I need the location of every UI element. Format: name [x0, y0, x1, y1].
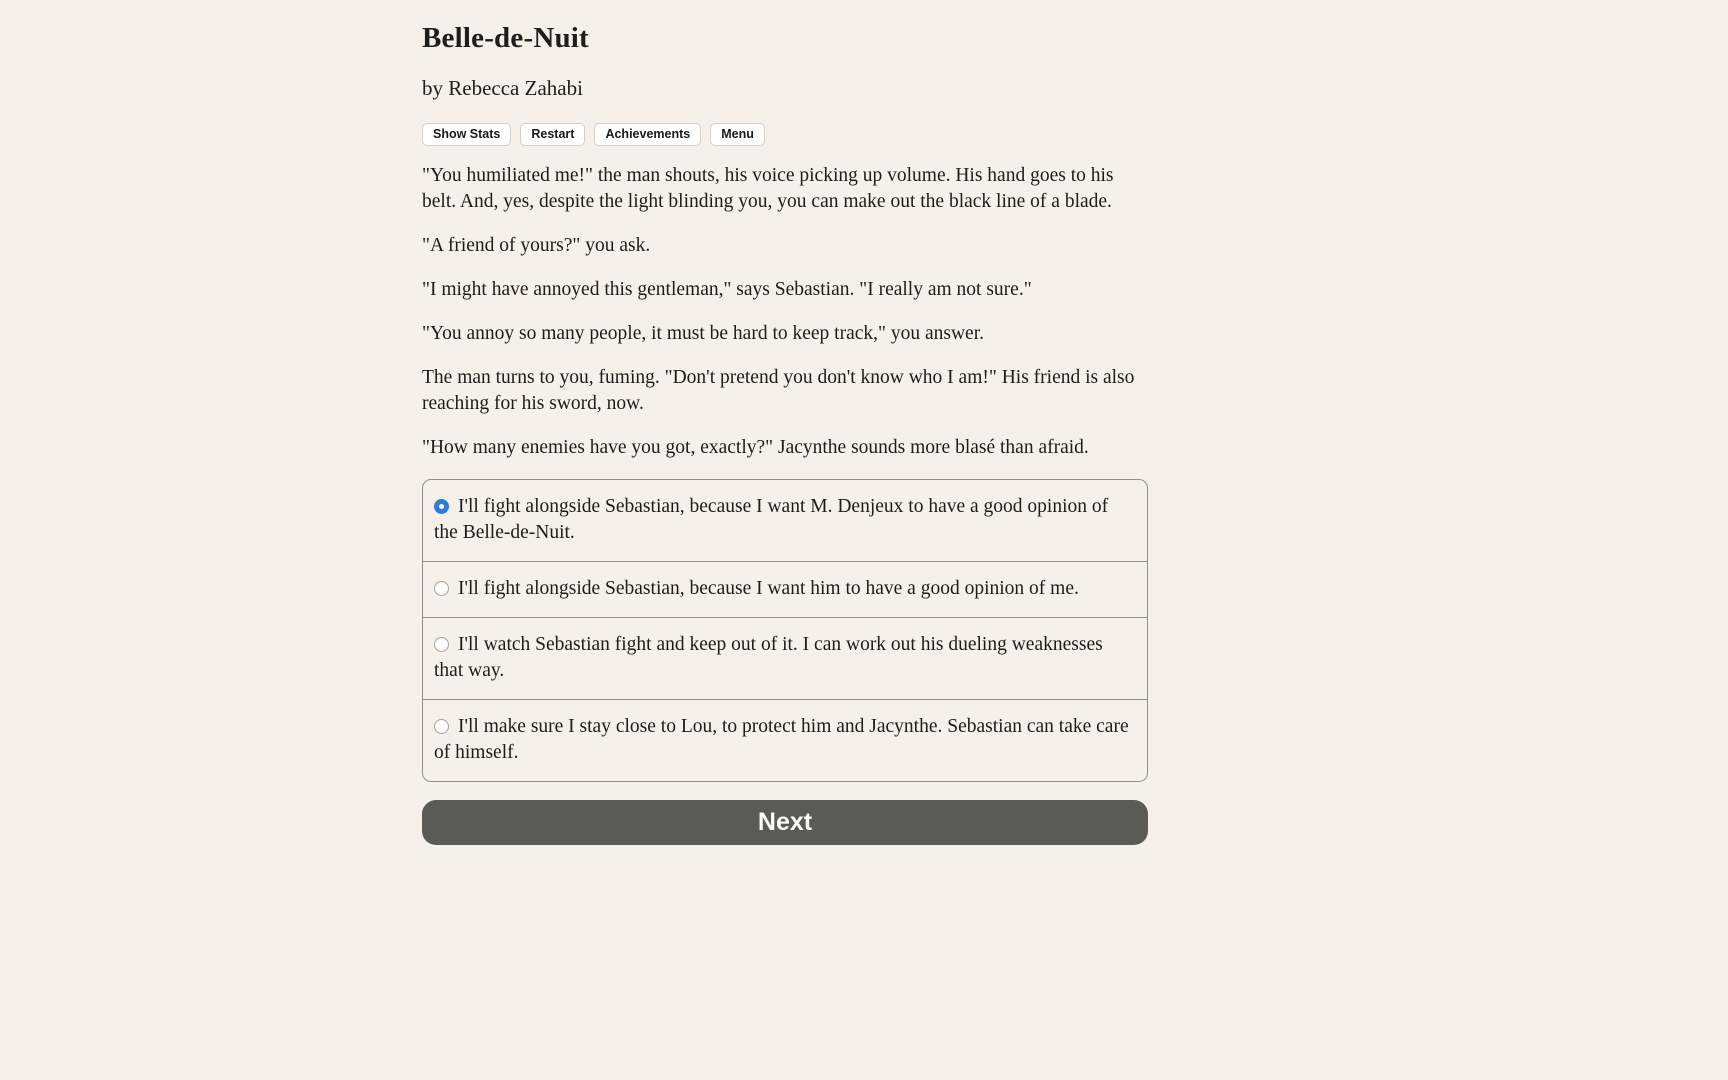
story-text — [422, 163, 1148, 461]
choice-option-4[interactable] — [423, 699, 1147, 781]
author-byline: by Rebecca Zahabi — [422, 76, 583, 100]
choice-option-3[interactable] — [423, 617, 1147, 699]
menu-button[interactable]: Menu — [710, 123, 765, 146]
radio-button-icon[interactable] — [434, 499, 449, 514]
radio-button-icon[interactable] — [434, 719, 449, 734]
story-paragraph: "How many enemies have you got, exactly?" Jacynthe sounds more blasé than afraid. — [422, 437, 1089, 458]
radio-button-icon[interactable] — [434, 637, 449, 652]
story-paragraph: "You humiliated me!" the man shouts, his voice picking up volume. His hand goes to his belt. And, yes, despite the light blinding you, you can make out the black line of a blade. — [422, 165, 1114, 212]
story-paragraph: The man turns to you, fuming. "Don't pretend you don't know who I am!" His friend is also reaching for his sword, now. — [422, 367, 1135, 414]
restart-button[interactable]: Restart — [520, 123, 585, 146]
choice-option-label: I'll fight alongside Sebastian, because I want him to have a good opinion of me. — [458, 578, 1079, 599]
game-content — [422, 0, 1148, 845]
story-paragraph: "You annoy so many people, it must be hard to keep track," you answer. — [422, 323, 985, 344]
next-button[interactable]: Next — [422, 800, 1148, 845]
achievements-button[interactable]: Achievements — [594, 123, 701, 146]
radio-button-icon[interactable] — [434, 581, 449, 596]
page-title: Belle-de-Nuit — [422, 22, 589, 54]
story-paragraph: "A friend of yours?" you ask. — [422, 235, 651, 256]
toolbar — [422, 123, 1148, 146]
choice-option-label: I'll fight alongside Sebastian, because I want M. Denjeux to have a good opinion of the Belle-de-Nuit. — [434, 496, 1109, 543]
story-paragraph: "I might have annoyed this gentleman," says Sebastian. "I really am not sure." — [422, 279, 1032, 300]
choice-option-label: I'll watch Sebastian fight and keep out of it. I can work out his dueling weaknesses that way. — [434, 634, 1103, 681]
choice-option-1[interactable] — [423, 480, 1147, 561]
choice-option-label: I'll make sure I stay close to Lou, to protect him and Jacynthe. Sebastian can take care of himself. — [434, 716, 1129, 763]
choice-list — [422, 479, 1148, 782]
choice-option-2[interactable] — [423, 561, 1147, 617]
show-stats-button[interactable]: Show Stats — [422, 123, 511, 146]
